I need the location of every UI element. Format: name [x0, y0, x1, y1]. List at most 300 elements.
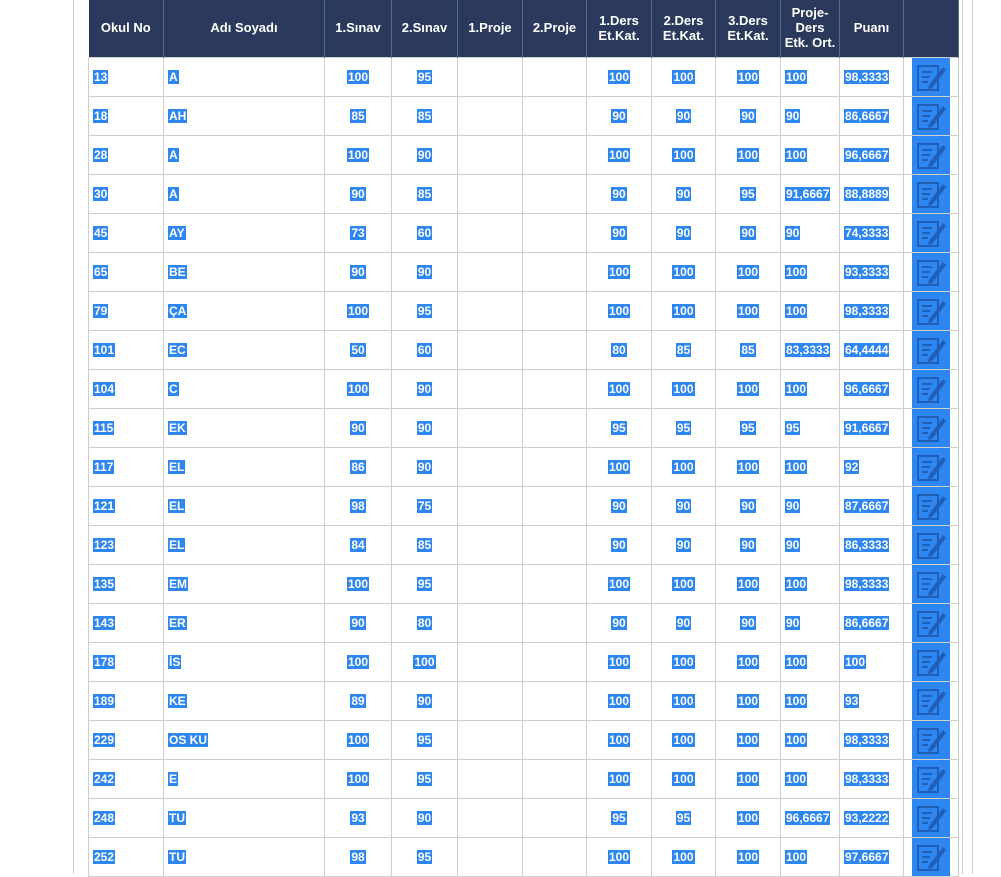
cell-adi-soyadi-value: KE: [169, 694, 186, 708]
cell-proje-ders-ort: [781, 643, 840, 682]
table-row: [89, 136, 959, 175]
cell-ders2-value: 100: [673, 655, 694, 669]
cell-ders2: [652, 58, 716, 97]
cell-ders3: [716, 136, 781, 175]
cell-ders2-value: 90: [676, 538, 691, 552]
cell-proje2: [523, 643, 587, 682]
cell-puani-value: 64,4444: [845, 343, 889, 357]
cell-ders3: [716, 97, 781, 136]
cell-adi-soyadi: [164, 760, 325, 799]
cell-ders1: [587, 565, 652, 604]
col-header-sinav2[interactable]: 2.Sınav: [392, 0, 458, 58]
edit-row-button[interactable]: [912, 760, 950, 798]
cell-ders1-value: 90: [612, 538, 626, 552]
cell-puani: [840, 604, 904, 643]
cell-ders3: [716, 721, 781, 760]
cell-proje1: [458, 682, 523, 721]
cell-proje-ders-ort: [781, 409, 840, 448]
cell-proje1: [458, 838, 523, 877]
cell-adi-soyadi-value: TU: [169, 811, 185, 825]
cell-edit: [904, 175, 959, 214]
cell-okul-no: [89, 253, 164, 292]
cell-ders2: [652, 604, 716, 643]
cell-ders3-value: 100: [737, 460, 759, 474]
cell-sinav2-value: 95: [417, 733, 432, 747]
cell-sinav1: [325, 97, 392, 136]
col-header-adi-soyadi[interactable]: Adı Soyadı: [164, 0, 325, 58]
cell-ders1: [587, 214, 652, 253]
cell-ders2: [652, 214, 716, 253]
cell-edit: [904, 409, 959, 448]
cell-sinav2-value: 90: [417, 460, 432, 474]
cell-proje-ders-ort-value: 90: [786, 226, 800, 240]
edit-note-icon: [915, 412, 947, 444]
cell-puani: [840, 799, 904, 838]
cell-puani-value: 88,8889: [845, 187, 889, 201]
cell-okul-no-value: 121: [94, 499, 115, 513]
cell-sinav2: [392, 409, 458, 448]
edit-note-icon: [915, 685, 947, 717]
cell-adi-soyadi: [164, 682, 325, 721]
edit-row-button[interactable]: [912, 175, 950, 213]
col-header-ders1[interactable]: 1.Ders Et.Kat.: [587, 0, 652, 58]
cell-puani: [840, 331, 904, 370]
cell-sinav2: [392, 565, 458, 604]
cell-ders3: [716, 799, 781, 838]
table-row: [89, 409, 959, 448]
cell-okul-no: [89, 526, 164, 565]
cell-ders3-value: 90: [741, 226, 755, 240]
cell-ders2: [652, 838, 716, 877]
cell-sinav2-value: 90: [417, 811, 432, 825]
cell-adi-soyadi-value: EM: [169, 577, 187, 591]
cell-sinav2-value: 90: [417, 148, 432, 162]
cell-proje-ders-ort-value: 96,6667: [786, 811, 830, 825]
cell-okul-no-value: 28: [94, 148, 108, 162]
cell-ders1: [587, 136, 652, 175]
cell-adi-soyadi: [164, 799, 325, 838]
cell-proje2: [523, 682, 587, 721]
cell-ders1-value: 90: [612, 616, 626, 630]
cell-puani-value: 100: [845, 655, 866, 669]
edit-row-button[interactable]: [912, 58, 950, 96]
table-row: [89, 838, 959, 877]
cell-ders1-value: 100: [608, 577, 630, 591]
edit-row-button[interactable]: [912, 370, 950, 408]
table-row: [89, 58, 959, 97]
cell-adi-soyadi-value: ER: [169, 616, 186, 630]
cell-sinav1-value: 100: [347, 304, 369, 318]
cell-adi-soyadi-value: BE: [169, 265, 186, 279]
cell-sinav1-value: 93: [351, 811, 365, 825]
cell-ders2-value: 100: [673, 148, 694, 162]
col-header-sinav1[interactable]: 1.Sınav: [325, 0, 392, 58]
cell-proje-ders-ort: [781, 682, 840, 721]
edit-note-icon: [915, 178, 947, 210]
edit-row-button[interactable]: [912, 214, 950, 252]
edit-row-button[interactable]: [912, 292, 950, 330]
page-border-right-outer: [972, 0, 973, 874]
cell-proje2: [523, 838, 587, 877]
cell-proje-ders-ort: [781, 370, 840, 409]
cell-ders3-value: 100: [737, 382, 759, 396]
edit-row-button[interactable]: [912, 526, 950, 564]
cell-ders1-value: 90: [612, 109, 626, 123]
cell-sinav1: [325, 331, 392, 370]
cell-sinav2-value: 85: [417, 187, 432, 201]
cell-sinav1: [325, 565, 392, 604]
cell-okul-no: [89, 214, 164, 253]
cell-proje-ders-ort-value: 83,3333: [786, 343, 830, 357]
col-header-proje2[interactable]: 2.Proje: [523, 0, 587, 58]
cell-sinav2-value: 85: [417, 109, 432, 123]
cell-okul-no: [89, 682, 164, 721]
cell-sinav1: [325, 253, 392, 292]
cell-okul-no-value: 45: [94, 226, 108, 240]
col-header-ders2[interactable]: 2.Ders Et.Kat.: [652, 0, 716, 58]
cell-okul-no: [89, 838, 164, 877]
edit-row-button[interactable]: [912, 97, 950, 135]
cell-proje2: [523, 253, 587, 292]
cell-ders3-value: 90: [741, 109, 755, 123]
cell-sinav1-value: 98: [351, 499, 365, 513]
cell-edit: [904, 370, 959, 409]
cell-sinav2: [392, 58, 458, 97]
cell-adi-soyadi: [164, 331, 325, 370]
cell-proje-ders-ort-value: 100: [786, 772, 807, 786]
col-header-ders3[interactable]: 3.Ders Et.Kat.: [716, 0, 781, 58]
cell-ders3-value: 85: [741, 343, 755, 357]
cell-sinav2-value: 90: [417, 265, 432, 279]
cell-ders1: [587, 799, 652, 838]
cell-adi-soyadi-value: TU: [169, 850, 185, 864]
cell-proje2: [523, 97, 587, 136]
table-row: [89, 799, 959, 838]
cell-ders3-value: 100: [737, 655, 759, 669]
cell-sinav2-value: 60: [417, 343, 432, 357]
edit-row-button[interactable]: [912, 487, 950, 525]
edit-row-button[interactable]: [912, 604, 950, 642]
cell-adi-soyadi-value: A: [169, 70, 178, 84]
cell-proje2: [523, 331, 587, 370]
cell-ders1: [587, 292, 652, 331]
cell-puani: [840, 565, 904, 604]
cell-ders2-value: 90: [676, 616, 691, 630]
cell-ders1-value: 95: [612, 421, 626, 435]
cell-okul-no: [89, 136, 164, 175]
cell-okul-no-value: 178: [94, 655, 115, 669]
cell-puani: [840, 838, 904, 877]
cell-ders1-value: 100: [608, 772, 630, 786]
cell-puani: [840, 643, 904, 682]
cell-ders2-value: 85: [676, 343, 691, 357]
edit-row-button[interactable]: [912, 799, 950, 837]
edit-row-button[interactable]: [912, 643, 950, 681]
cell-sinav1: [325, 409, 392, 448]
cell-puani: [840, 175, 904, 214]
cell-sinav1-value: 100: [347, 733, 369, 747]
cell-ders1-value: 90: [612, 187, 626, 201]
cell-proje2: [523, 292, 587, 331]
cell-ders3: [716, 838, 781, 877]
cell-ders3: [716, 253, 781, 292]
cell-sinav2-value: 85: [417, 538, 432, 552]
cell-sinav1: [325, 682, 392, 721]
cell-ders1-value: 100: [608, 655, 630, 669]
edit-note-icon: [915, 100, 947, 132]
cell-proje2: [523, 175, 587, 214]
cell-okul-no: [89, 448, 164, 487]
cell-sinav1-value: 100: [347, 382, 369, 396]
cell-ders2: [652, 175, 716, 214]
cell-okul-no: [89, 565, 164, 604]
cell-ders1: [587, 760, 652, 799]
cell-ders2-value: 100: [673, 850, 694, 864]
cell-proje1: [458, 565, 523, 604]
cell-ders3: [716, 643, 781, 682]
cell-adi-soyadi: [164, 838, 325, 877]
cell-proje-ders-ort-value: 90: [786, 538, 800, 552]
cell-proje1: [458, 58, 523, 97]
cell-edit: [904, 799, 959, 838]
cell-sinav2: [392, 760, 458, 799]
cell-okul-no-value: 18: [94, 109, 108, 123]
cell-ders3-value: 90: [741, 616, 755, 630]
cell-ders3-value: 100: [737, 70, 759, 84]
cell-proje2: [523, 370, 587, 409]
cell-proje1: [458, 253, 523, 292]
cell-sinav2-value: 95: [417, 70, 432, 84]
cell-sinav2-value: 100: [414, 655, 435, 669]
table-row: [89, 448, 959, 487]
cell-adi-soyadi: [164, 448, 325, 487]
cell-sinav1: [325, 292, 392, 331]
edit-note-icon: [915, 295, 947, 327]
edit-note-icon: [915, 61, 947, 93]
edit-row-button[interactable]: [912, 448, 950, 486]
cell-ders3-value: 90: [741, 538, 755, 552]
cell-ders2: [652, 253, 716, 292]
cell-proje2: [523, 487, 587, 526]
cell-proje-ders-ort: [781, 214, 840, 253]
cell-proje-ders-ort: [781, 838, 840, 877]
cell-proje-ders-ort-value: 100: [786, 304, 807, 318]
cell-ders1: [587, 97, 652, 136]
cell-ders3-value: 100: [737, 148, 759, 162]
cell-ders1: [587, 409, 652, 448]
cell-proje1: [458, 721, 523, 760]
cell-ders3: [716, 214, 781, 253]
cell-ders3-value: 100: [737, 577, 759, 591]
cell-proje-ders-ort: [781, 448, 840, 487]
cell-okul-no: [89, 799, 164, 838]
cell-puani-value: 86,3333: [845, 538, 889, 552]
cell-sinav1-value: 85: [351, 109, 365, 123]
cell-proje1: [458, 409, 523, 448]
cell-edit: [904, 214, 959, 253]
cell-adi-soyadi-value: A: [169, 187, 178, 201]
cell-sinav1: [325, 175, 392, 214]
cell-proje2: [523, 604, 587, 643]
cell-okul-no-value: 189: [94, 694, 115, 708]
cell-adi-soyadi: [164, 253, 325, 292]
edit-row-button[interactable]: [912, 682, 950, 720]
cell-proje-ders-ort: [781, 97, 840, 136]
cell-sinav2: [392, 175, 458, 214]
cell-adi-soyadi-value: E: [169, 772, 178, 786]
cell-ders2: [652, 331, 716, 370]
page-border-right: [962, 0, 963, 874]
cell-proje2: [523, 565, 587, 604]
table-row: [89, 565, 959, 604]
cell-edit: [904, 487, 959, 526]
cell-proje-ders-ort: [781, 331, 840, 370]
cell-puani: [840, 721, 904, 760]
col-header-proje-ders-ort[interactable]: Proje-Ders Etk. Ort.: [781, 0, 840, 58]
cell-proje-ders-ort: [781, 253, 840, 292]
cell-sinav1: [325, 721, 392, 760]
cell-ders2-value: 90: [676, 499, 691, 513]
cell-sinav1-value: 100: [347, 655, 369, 669]
cell-ders3-value: 90: [741, 499, 755, 513]
cell-sinav2-value: 60: [417, 226, 432, 240]
cell-proje1: [458, 448, 523, 487]
cell-ders3: [716, 175, 781, 214]
cell-ders2: [652, 292, 716, 331]
col-header-proje1[interactable]: 1.Proje: [458, 0, 523, 58]
col-header-okul-no[interactable]: Okul No: [89, 0, 164, 58]
cell-ders3-value: 95: [741, 421, 755, 435]
cell-adi-soyadi-value: EL: [169, 538, 185, 552]
cell-ders3: [716, 58, 781, 97]
cell-ders1: [587, 643, 652, 682]
cell-ders1-value: 100: [608, 694, 630, 708]
cell-proje1: [458, 214, 523, 253]
table-body: [89, 58, 959, 877]
cell-okul-no: [89, 487, 164, 526]
cell-okul-no-value: 143: [94, 616, 115, 630]
col-header-puani[interactable]: Puanı: [840, 0, 904, 58]
cell-proje2: [523, 136, 587, 175]
cell-adi-soyadi: [164, 604, 325, 643]
cell-ders1-value: 100: [608, 304, 630, 318]
edit-row-button[interactable]: [912, 136, 950, 174]
cell-ders2: [652, 448, 716, 487]
cell-proje1: [458, 175, 523, 214]
cell-sinav2: [392, 448, 458, 487]
cell-sinav1-value: 86: [351, 460, 365, 474]
cell-proje-ders-ort-value: 100: [786, 850, 807, 864]
cell-okul-no: [89, 58, 164, 97]
cell-edit: [904, 292, 959, 331]
cell-sinav1-value: 50: [351, 343, 365, 357]
cell-sinav2-value: 80: [417, 616, 432, 630]
cell-ders2-value: 100: [673, 772, 694, 786]
cell-ders1-value: 100: [608, 460, 630, 474]
cell-adi-soyadi: [164, 565, 325, 604]
cell-ders2-value: 100: [673, 694, 694, 708]
cell-okul-no: [89, 643, 164, 682]
cell-ders2-value: 100: [673, 733, 694, 747]
edit-row-button[interactable]: [912, 409, 950, 447]
edit-note-icon: [915, 802, 947, 834]
cell-sinav2: [392, 97, 458, 136]
cell-puani-value: 98,3333: [845, 70, 889, 84]
cell-puani-value: 98,3333: [845, 577, 889, 591]
edit-row-button[interactable]: [912, 838, 950, 876]
cell-ders3-value: 95: [741, 187, 755, 201]
cell-ders1: [587, 838, 652, 877]
cell-sinav1-value: 100: [347, 148, 369, 162]
cell-okul-no-value: 252: [94, 850, 115, 864]
cell-sinav2: [392, 292, 458, 331]
edit-note-icon: [915, 529, 947, 561]
cell-proje2: [523, 721, 587, 760]
cell-edit: [904, 760, 959, 799]
cell-edit: [904, 97, 959, 136]
cell-ders1-value: 100: [608, 148, 630, 162]
cell-sinav1-value: 89: [351, 694, 365, 708]
cell-puani-value: 92: [845, 460, 859, 474]
edit-note-icon: [915, 724, 947, 756]
cell-sinav2: [392, 526, 458, 565]
cell-puani-value: 96,6667: [845, 148, 889, 162]
edit-note-icon: [915, 373, 947, 405]
cell-adi-soyadi-value: EL: [169, 460, 185, 474]
cell-edit: [904, 253, 959, 292]
cell-edit: [904, 721, 959, 760]
cell-proje-ders-ort-value: 100: [786, 694, 807, 708]
table-row: [89, 175, 959, 214]
cell-sinav1-value: 100: [347, 577, 369, 591]
cell-okul-no: [89, 370, 164, 409]
cell-puani-value: 93,3333: [845, 265, 889, 279]
cell-ders1-value: 100: [608, 850, 630, 864]
cell-proje1: [458, 643, 523, 682]
cell-sinav1-value: 90: [351, 616, 365, 630]
cell-sinav2: [392, 214, 458, 253]
cell-ders2: [652, 409, 716, 448]
cell-sinav1: [325, 214, 392, 253]
cell-adi-soyadi: [164, 175, 325, 214]
cell-ders1-value: 100: [608, 382, 630, 396]
cell-puani-value: 97,6667: [845, 850, 889, 864]
cell-edit: [904, 136, 959, 175]
cell-puani-value: 86,6667: [845, 616, 889, 630]
cell-adi-soyadi-value: A: [169, 148, 178, 162]
cell-puani-value: 86,6667: [845, 109, 889, 123]
cell-adi-soyadi: [164, 487, 325, 526]
cell-proje-ders-ort-value: 100: [786, 265, 807, 279]
cell-proje-ders-ort: [781, 565, 840, 604]
table-row: [89, 643, 959, 682]
cell-sinav1: [325, 370, 392, 409]
cell-sinav2: [392, 331, 458, 370]
edit-row-button[interactable]: [912, 565, 950, 603]
table-header-row: [89, 0, 959, 58]
cell-sinav1-value: 90: [351, 421, 365, 435]
cell-ders2-value: 100: [673, 265, 694, 279]
edit-note-icon: [915, 217, 947, 249]
edit-row-button[interactable]: [912, 721, 950, 759]
cell-puani-value: 93,2222: [845, 811, 889, 825]
edit-row-button[interactable]: [912, 331, 950, 369]
cell-proje2: [523, 409, 587, 448]
cell-puani: [840, 58, 904, 97]
cell-sinav1-value: 98: [351, 850, 365, 864]
edit-row-button[interactable]: [912, 253, 950, 291]
cell-proje-ders-ort-value: 100: [786, 70, 807, 84]
